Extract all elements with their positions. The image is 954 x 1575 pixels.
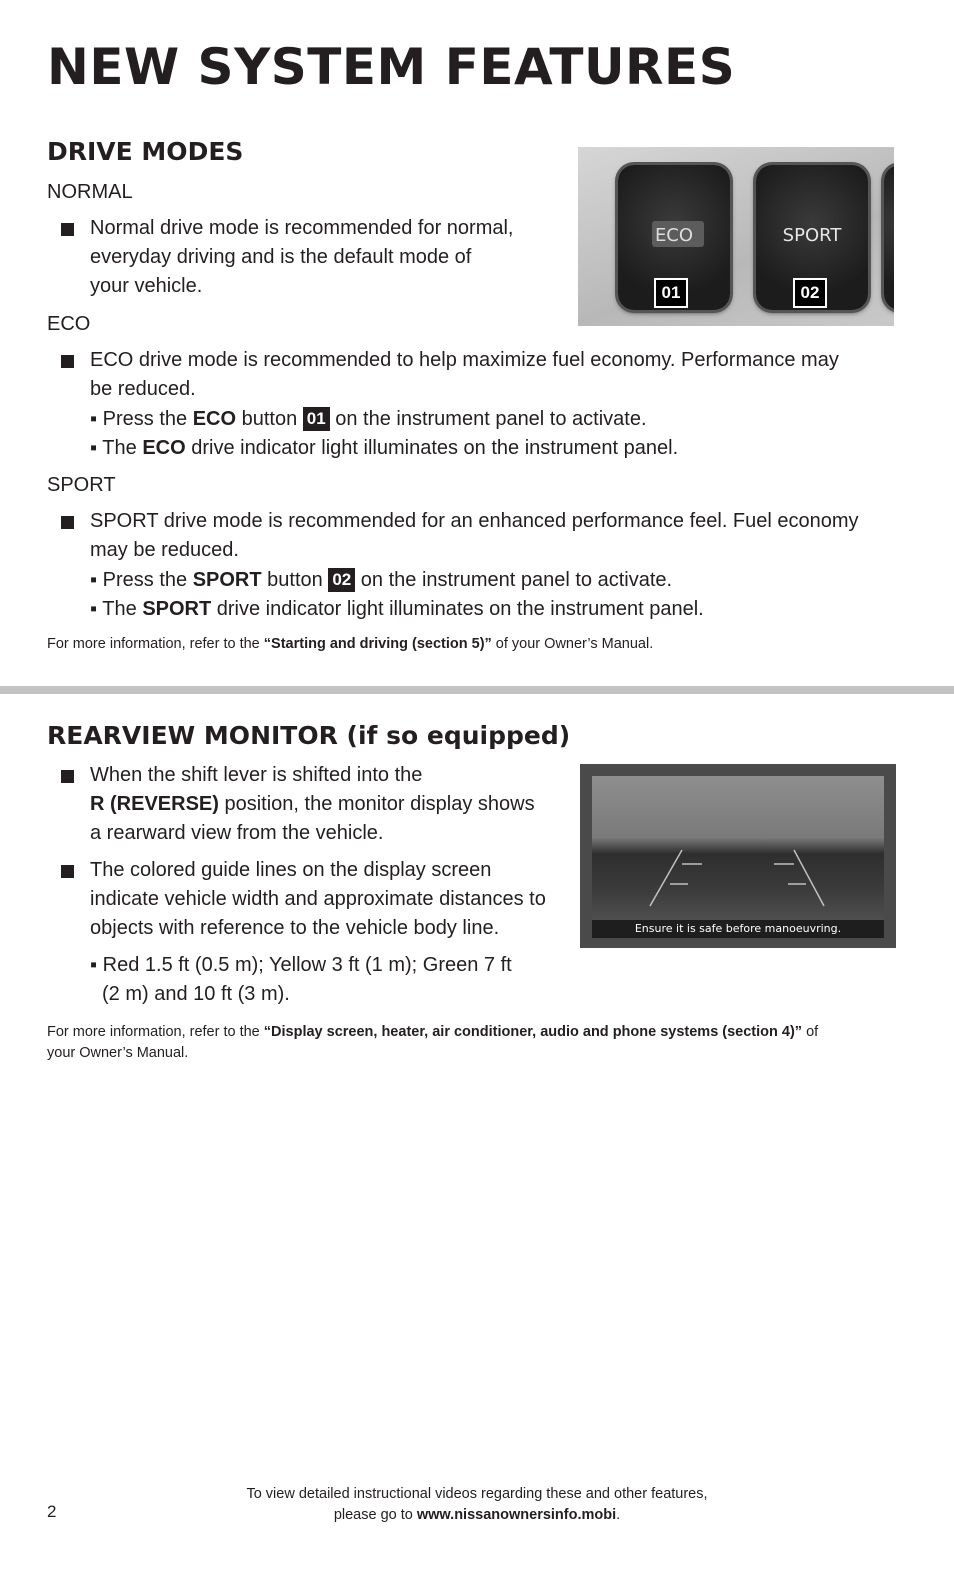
sport-button-image: SPORT: [756, 165, 868, 310]
normal-line-3: your vehicle.: [90, 275, 203, 297]
callout-01: 01: [303, 407, 330, 431]
eco-button-image: ECO: [618, 165, 730, 310]
partial-button-image: [884, 165, 894, 310]
page-number: 2: [47, 1502, 57, 1521]
rearview-bullet-1: When the shift lever is shifted into the R (REVERSE) position, the monitor display shows a rearward view from the vehicle.: [90, 764, 535, 844]
drive-modes-reference: For more information, refer to the “Starting and driving (section 5)” of your Owner’s Manual.: [47, 636, 654, 652]
normal-line-1: Normal drive mode is recommended for normal,: [90, 217, 514, 239]
eco-line-2: be reduced.: [90, 378, 196, 400]
drive-modes-heading: DRIVE MODES: [47, 137, 244, 166]
eco-description: [90, 346, 910, 463]
rearview-reference: For more information, refer to the “Display screen, heater, air conditioner, audio and phone systems (section 4)” of your Owner’s Manual.: [47, 1024, 819, 1061]
rearview-monitor-photo: [580, 764, 896, 948]
callout-02: 02: [328, 568, 355, 592]
monitor-caption: Ensure it is safe before manoeuvring.: [592, 920, 884, 938]
sport-description: [90, 507, 930, 624]
normal-line-2: everyday driving and is the default mode of: [90, 246, 472, 268]
monitor-screen: [592, 776, 884, 938]
bullet-icon: [61, 770, 74, 783]
bullet-icon: [61, 865, 74, 878]
normal-description: [90, 214, 550, 301]
sport-step-indicator: ▪ The SPORT drive indicator light illuminates on the instrument panel.: [90, 598, 704, 620]
sport-label: SPORT: [47, 474, 116, 496]
sport-line-2: may be reduced.: [90, 539, 239, 561]
sport-line-1: SPORT drive mode is recommended for an enhanced performance feel. Fuel economy: [90, 510, 859, 532]
sport-step-press: ▪ Press the SPORT button 02 on the instrument panel to activate.: [90, 569, 673, 591]
callout-tag-01: 01: [654, 278, 688, 308]
page-title: NEW SYSTEM FEATURES: [47, 38, 736, 96]
eco-label: ECO: [47, 313, 91, 335]
bullet-icon: [61, 223, 74, 236]
eco-step-indicator: ▪ The ECO drive indicator light illuminates on the instrument panel.: [90, 437, 679, 459]
callout-tag-02: 02: [793, 278, 827, 308]
guide-line-distances: ▪ Red 1.5 ft (0.5 m); Yellow 3 ft (1 m); Green 7 ft (2 m) and 10 ft (3 m).: [90, 954, 512, 1005]
section-divider: [0, 686, 954, 694]
normal-label: NORMAL: [47, 181, 133, 203]
eco-step-press: ▪ Press the ECO button 01 on the instrument panel to activate.: [90, 408, 647, 430]
bullet-icon: [61, 355, 74, 368]
bullet-icon: [61, 516, 74, 529]
footer-note: To view detailed instructional videos regarding these and other features, please go to www.nissanownersinfo.mobi.: [246, 1486, 708, 1523]
website-link[interactable]: www.nissanownersinfo.mobi: [416, 1507, 617, 1523]
rearview-bullet-2: The colored guide lines on the display screen indicate vehicle width and approximate distances to objects with reference to the vehicle body line.: [90, 859, 546, 939]
eco-line-1: ECO drive mode is recommended to help maximize fuel economy. Performance may: [90, 349, 839, 371]
guide-lines-graphic: [592, 776, 884, 938]
rearview-heading: REARVIEW MONITOR (if so equipped): [47, 721, 571, 750]
drive-mode-buttons-photo: [578, 147, 894, 326]
